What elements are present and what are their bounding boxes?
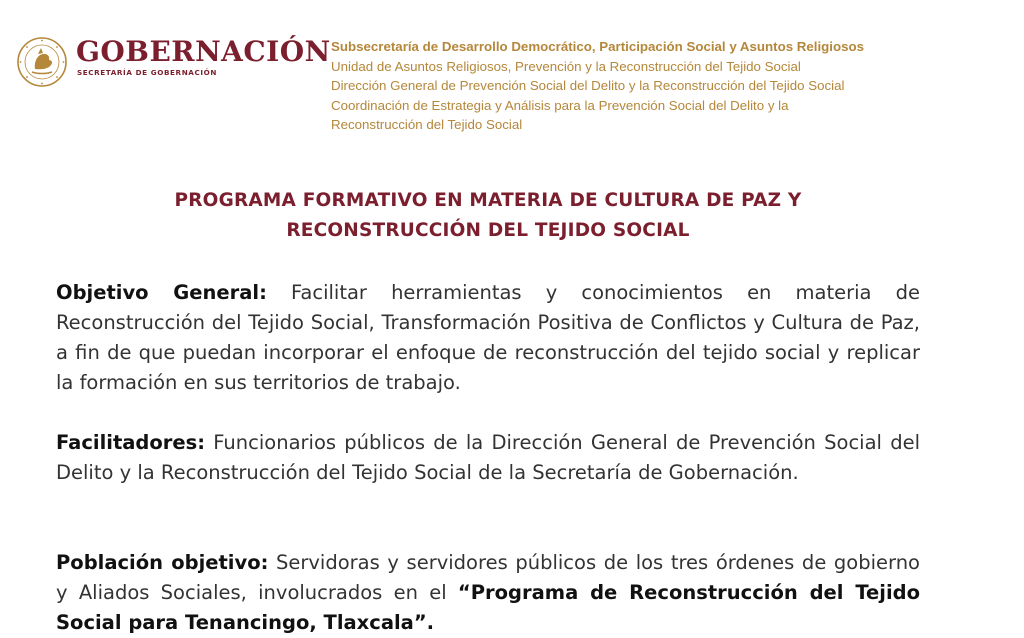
poblacion-label: Población objetivo:	[56, 551, 269, 574]
department-block	[331, 37, 901, 135]
title-line: PROGRAMA FORMATIVO EN MATERIA DE CULTURA DE PAZ Y	[174, 190, 802, 211]
poblacion-program-name: “Programa de Reconstrucción del Tejido Social para Tenancingo, Tlaxcala”.	[56, 581, 920, 634]
secretaria-logo	[76, 36, 331, 77]
objetivo-label: Objetivo General:	[56, 281, 267, 304]
logo-name: GOBERNACIÓN	[76, 35, 331, 68]
facilitadores-paragraph	[56, 428, 920, 488]
poblacion-objetivo-paragraph	[56, 548, 920, 638]
logo-subtitle: SECRETARÍA DE GOBERNACIÓN	[77, 68, 217, 77]
department-line: Unidad de Asuntos Religiosos, Prevención y la Reconstrucción del Tejido Social	[331, 58, 801, 74]
document-header	[0, 0, 1024, 140]
facilitadores-label: Facilitadores:	[56, 431, 206, 454]
title-line: RECONSTRUCCIÓN DEL TEJIDO SOCIAL	[286, 220, 690, 241]
department-line: Dirección General de Prevención Social del Delito y la Reconstrucción del Tejido Social	[331, 78, 845, 93]
document-title	[100, 186, 876, 246]
department-line: Coordinación de Estrategia y Análisis para la Prevención Social del Delito y la	[331, 97, 789, 113]
objetivo-text: Facilitar herramientas y conocimientos en materia de Reconstrucción del Tejido Social, Transformación Positiva de Conflictos y Cultura de Paz, a fin de que puedan incorporar el enfoque de reconstrucción del tejido social y replicar la formación en sus territorios de trabajo.	[56, 281, 921, 394]
poblacion-text: Servidoras y servidores públicos de los tres órdenes de gobierno y Aliados Sociales, involucrados en el	[56, 551, 920, 604]
department-line: Reconstrucción del Tejido Social	[331, 117, 523, 132]
objetivo-general-paragraph	[56, 278, 920, 398]
mexican-national-seal-icon	[16, 36, 68, 88]
facilitadores-text: Funcionarios públicos de la Dirección General de Prevención Social del Delito y la Reconstrucción del Tejido Social de la Secretaría de Gobernación.	[56, 431, 920, 484]
department-line: Subsecretaría de Desarrollo Democrático, Participación Social y Asuntos Religiosos	[331, 39, 865, 54]
